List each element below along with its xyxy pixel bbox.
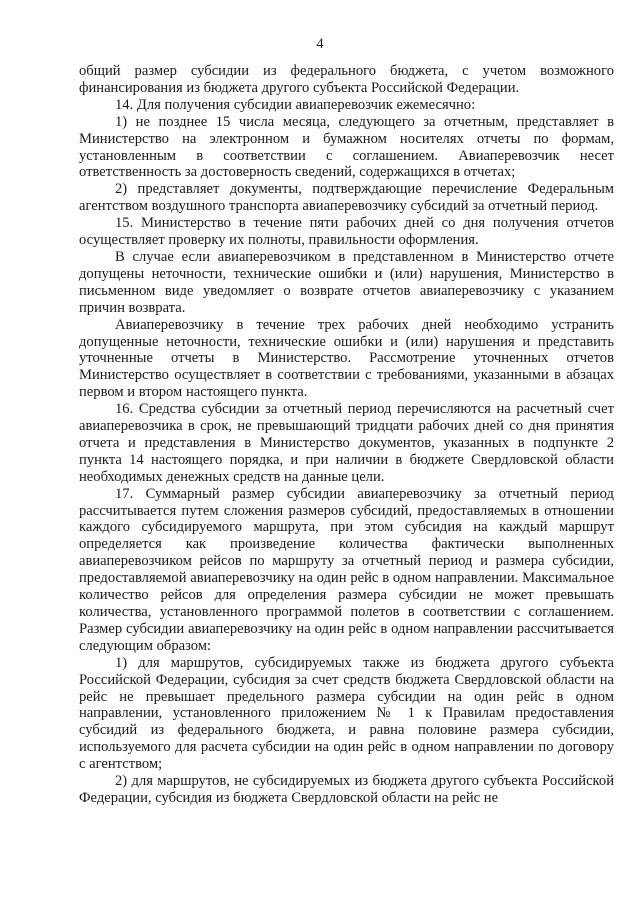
document-body — [79, 63, 614, 807]
paragraph-item-14-1: 1) не позднее 15 числа месяца, следующего за отчетным, представляет в Министерство на электронном и бумажном носителях отчеты по формам, установленным в соответствии с соглашением. Авиаперевозчик несет ответственность за достоверность сведений, содержащихся в отчетах; — [79, 113, 614, 181]
paragraph-item-15-corrections: Авиаперевозчику в течение трех рабочих дней необходимо устранить допущенные неточности, технические ошибки и (или) нарушения и представить уточненные отчеты в Министерство. Рассмотрение уточненных отчетов Министерство осуществляет в соответствии с требованиями, указанными в абзацах первом и втором настоящего пункта. — [79, 316, 614, 401]
paragraph-item-17: 17. Суммарный размер субсидии авиаперевозчику за отчетный период рассчитывается путем сложения размеров субсидий, предоставляемых в отношении каждого субсидируемого маршрута, при этом субсидия на каждый маршрут определяется как произведение количества фактически выполненных авиаперевозчиком рейсов по маршруту за отчетный период и размера субсидии, предоставляемой авиаперевозчику на один рейс в одном направлении. Максимальное количество рейсов для определения размера субсидии не может превышать количества, установленного программой полетов в соответствии с соглашением. Размер субсидии авиаперевозчику на один рейс в одном направлении рассчитывается следующим образом: — [79, 485, 614, 654]
paragraph-continuation: общий размер субсидии из федерального бюджета, с учетом возможного финансирования из бюджета другого субъекта Российской Федерации. — [79, 63, 614, 96]
paragraph-item-14: 14. Для получения субсидии авиаперевозчик ежемесячно: — [115, 96, 476, 113]
paragraph-item-14-2: 2) представляет документы, подтверждающие перечисление Федеральным агентством воздушного транспорта авиаперевозчику субсидий за отчетный период. — [79, 181, 614, 215]
page-number: 4 — [316, 36, 324, 52]
paragraph-item-16: 16. Средства субсидии за отчетный период перечисляются на расчетный счет авиаперевозчика в срок, не превышающий тридцати рабочих дней со дня принятия отчета и представления в Министерство документов, указанных в подпункте 2 пункта 14 настоящего порядка, и при наличии в бюджете Свердловской области необходимых денежных средств на данные цели. — [79, 401, 614, 485]
paragraph-item-15: 15. Министерство в течение пяти рабочих дней со дня получения отчетов осуществляет проверку их полноты, правильности оформления. — [79, 215, 614, 249]
paragraph-item-17-1: 1) для маршрутов, субсидируемых также из бюджета другого субъекта Российской Федерации, субсидия за счет средств бюджета Свердловской области на рейс не превышает предельного размера субсидии на один рейс в одном направлении, установленного приложением № 1 к Правилам предоставления субсидий из федерального бюджета, и равна половине размера субсидии, используемого для расчета субсидии на один рейс в одном направлении по договору с агентством; — [79, 654, 614, 773]
paragraph-item-15-errors: В случае если авиаперевозчиком в представленном в Министерство отчете допущены неточности, технические ошибки и (или) нарушения, Министерство в письменном виде уведомляет о возврате отчетов авиаперевозчику с указанием причин возврата. — [79, 248, 614, 316]
paragraph-item-17-2: 2) для маршрутов, не субсидируемых из бюджета другого субъекта Российской Федерации, субсидия из бюджета Свердловской области на рейс не — [79, 773, 614, 806]
